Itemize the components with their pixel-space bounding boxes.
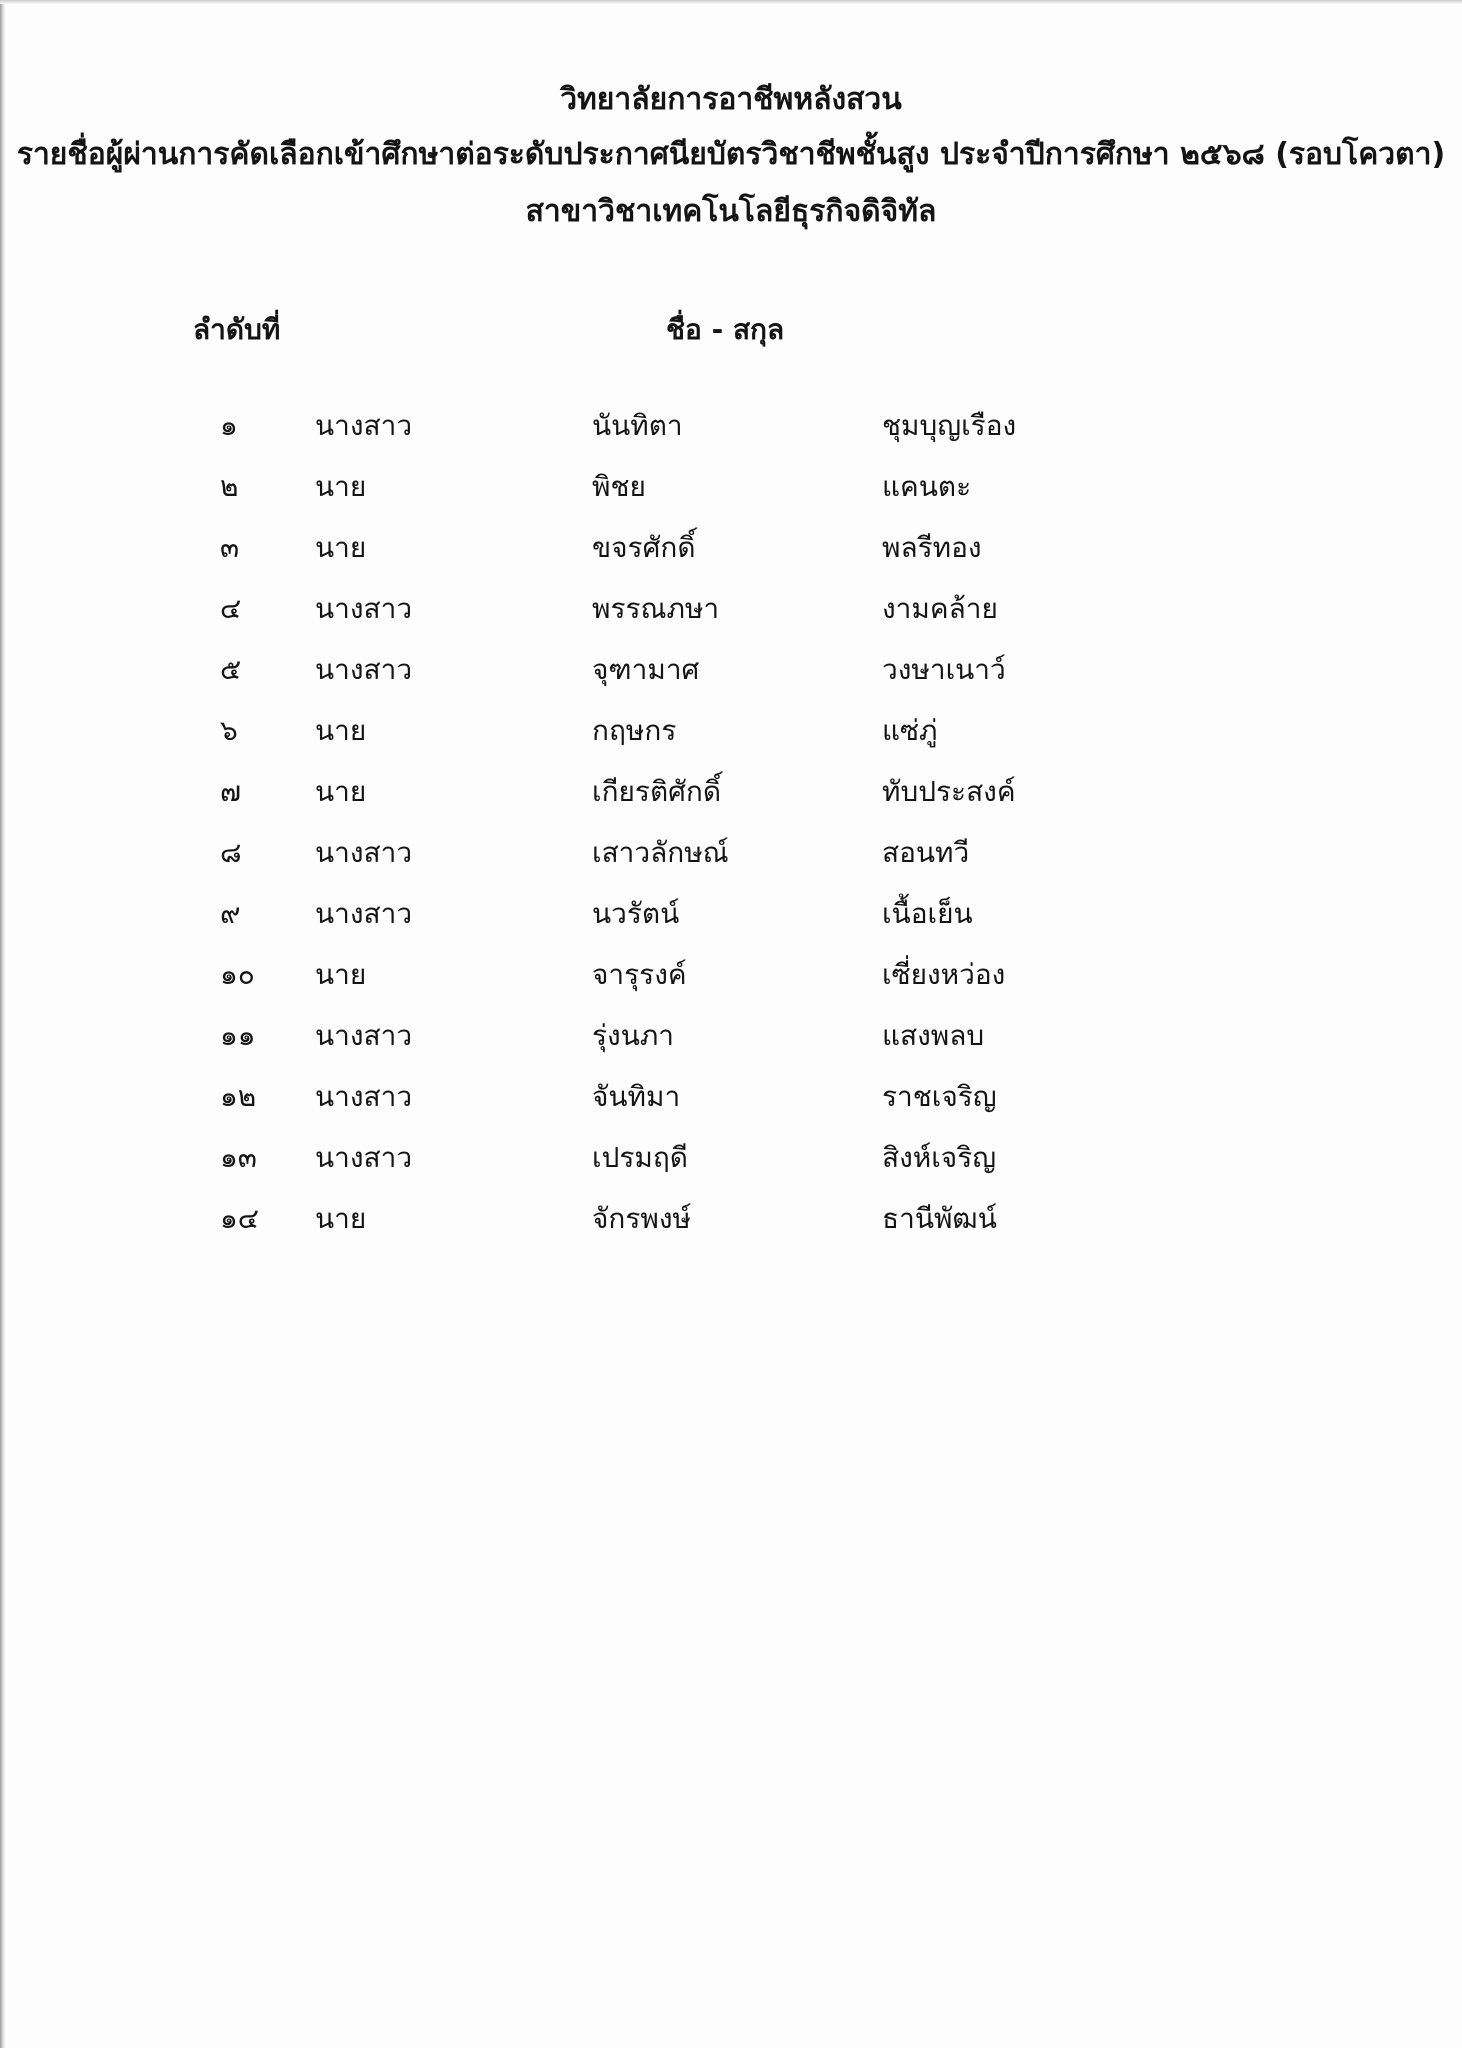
list-item (0, 1197, 1462, 1258)
first-name: พิชย (592, 470, 646, 503)
name-title: นาย (315, 958, 367, 991)
first-name: จารุรงค์ (592, 958, 687, 991)
list-item (0, 1136, 1462, 1197)
list-item (0, 587, 1462, 648)
program-name: สาขาวิชาเทคโนโลยีธุรกิจดิจิทัล (525, 194, 937, 229)
list-item (0, 831, 1462, 892)
row-number: ๙ (220, 897, 241, 930)
first-name: รุ่งนภา (592, 1019, 675, 1052)
name-title: นางสาว (315, 1141, 413, 1174)
first-name: ขจรศักดิ์ (592, 531, 696, 564)
name-title: นางสาว (315, 592, 413, 625)
last-name: แสงพลบ (882, 1019, 985, 1052)
name-title: นาย (315, 775, 367, 808)
list-item (0, 892, 1462, 953)
list-item (0, 526, 1462, 587)
row-number: ๑๓ (220, 1141, 257, 1174)
first-name: นวรัตน์ (592, 897, 680, 930)
last-name: ธานีพัฒน์ (882, 1202, 997, 1235)
list-item (0, 1014, 1462, 1075)
last-name: เซี่ยงหว่อง (882, 958, 1006, 991)
announcement-title: รายชื่อผู้ผ่านการคัดเลือกเข้าศึกษาต่อระดับประกาศนียบัตรวิชาชีพชั้นสูง ประจำปีการศึกษา ๒๕๖๘ (รอบโควตา) (16, 137, 1446, 172)
column-header-name: ชื่อ - สกุล (666, 313, 785, 346)
first-name: จันทิมา (592, 1080, 681, 1113)
list-item (0, 465, 1462, 526)
last-name: วงษาเนาว์ (882, 653, 1006, 686)
last-name: ทับประสงค์ (882, 775, 1016, 808)
row-number: ๕ (220, 653, 242, 686)
last-name: แซ่ภู่ (882, 714, 938, 747)
list-item (0, 648, 1462, 709)
row-number: ๒ (220, 470, 239, 503)
last-name: เนื้อเย็น (882, 897, 973, 930)
row-number: ๑ (220, 409, 238, 442)
list-item (0, 1075, 1462, 1136)
list-item (0, 404, 1462, 465)
name-list (0, 404, 1462, 1258)
column-header-number: ลำดับที่ (193, 313, 281, 346)
name-title: นาย (315, 470, 367, 503)
first-name: นันทิตา (592, 409, 683, 442)
first-name: จักรพงษ์ (592, 1202, 691, 1235)
list-item (0, 953, 1462, 1014)
first-name: เปรมฤดี (592, 1141, 688, 1174)
name-title: นาย (315, 1202, 367, 1235)
name-title: นางสาว (315, 653, 413, 686)
row-number: ๖ (220, 714, 238, 747)
document-header (0, 78, 1462, 234)
last-name: สอนทวี (882, 836, 970, 869)
name-title: นางสาว (315, 836, 413, 869)
scan-edge-top (0, 0, 1462, 4)
first-name: เกียรติศักดิ์ (592, 775, 722, 808)
row-number: ๑๒ (220, 1080, 257, 1113)
first-name: จุฑามาศ (592, 653, 700, 686)
first-name: พรรณภษา (592, 592, 720, 625)
name-title: นาย (315, 714, 367, 747)
last-name: ราชเจริญ (882, 1080, 997, 1113)
last-name: แคนตะ (882, 470, 972, 503)
first-name: เสาวลักษณ์ (592, 836, 729, 869)
list-item (0, 770, 1462, 831)
college-name: วิทยาลัยการอาชีพหลังสวน (560, 82, 902, 117)
row-number: ๔ (220, 592, 242, 625)
row-number: ๗ (220, 775, 242, 808)
name-title: นางสาว (315, 409, 413, 442)
last-name: งามคล้าย (882, 592, 998, 625)
name-title: นางสาว (315, 897, 413, 930)
name-title: นางสาว (315, 1080, 413, 1113)
row-number: ๓ (220, 531, 240, 564)
row-number: ๑๑ (220, 1019, 256, 1052)
row-number: ๘ (220, 836, 242, 869)
last-name: พลรีทอง (882, 531, 982, 564)
last-name: สิงห์เจริญ (882, 1141, 997, 1174)
name-title: นางสาว (315, 1019, 413, 1052)
row-number: ๑๔ (220, 1202, 259, 1235)
name-title: นาย (315, 531, 367, 564)
row-number: ๑๐ (220, 958, 255, 991)
last-name: ชุมบุญเรือง (882, 409, 1017, 442)
list-item (0, 709, 1462, 770)
first-name: กฤษกร (592, 714, 677, 747)
